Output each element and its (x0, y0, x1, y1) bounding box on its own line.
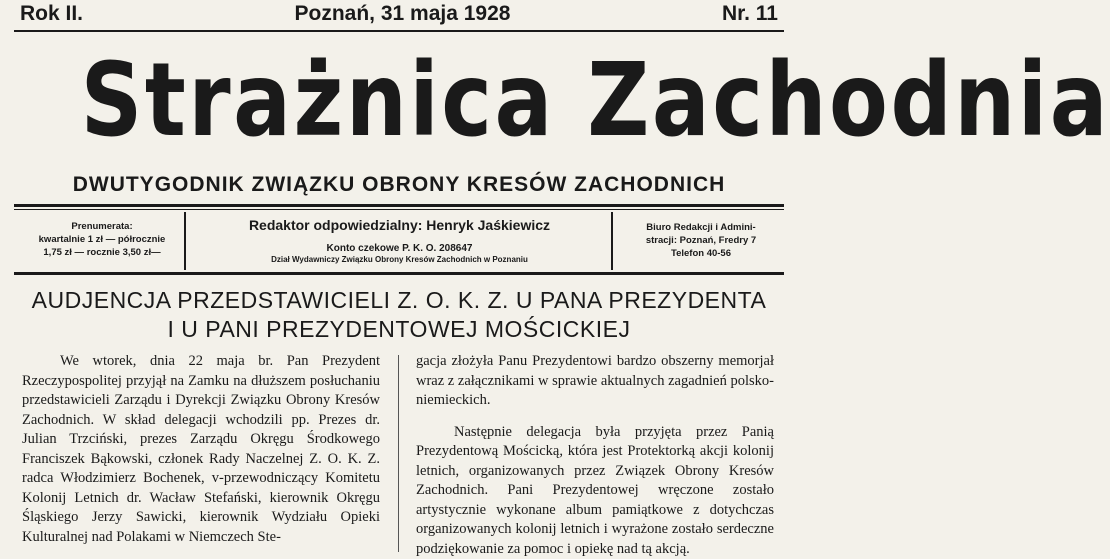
headline-line: AUDJENCJA PRZEDSTAWICIELI Z. O. K. Z. U PANA PREZYDENTA (14, 286, 784, 315)
masthead-subtitle: DWUTYGODNIK ZWIĄZKU OBRONY KRESÓW ZACHODNICH (20, 170, 778, 200)
issue-place-date: Poznań, 31 maja 1928 (295, 2, 511, 26)
subscription-line: 1,75 zł — rocznie 3,50 zł— (22, 246, 182, 259)
article-headline (14, 286, 784, 344)
editor-info (192, 216, 607, 265)
article-column-right (416, 352, 774, 559)
issue-number: Nr. 11 (722, 2, 778, 26)
subscription-info (22, 220, 182, 259)
article-paragraph: gacja złożyła Panu Prezydentowi bardzo obszerny memorjał wraz z załącznikami w sprawie aktualnych zagadnień polsko-niemieckich. (416, 352, 774, 411)
header-rule (14, 30, 784, 32)
subscription-line: kwartalnie 1 zł — półrocznie (22, 233, 182, 246)
department-line: Dział Wydawniczy Związku Obrony Kresów Zachodnich w Poznaniu (192, 255, 607, 265)
office-info (618, 221, 784, 260)
masthead-rule-thick (14, 204, 784, 207)
info-bar (14, 212, 784, 270)
office-line: Telefon 40-56 (618, 247, 784, 260)
issue-header (20, 0, 778, 28)
column-divider (398, 355, 399, 552)
masthead-title: Strażnica Zachodnia (81, 36, 718, 166)
article-column-left (22, 352, 380, 547)
info-divider (184, 212, 186, 270)
editor-line: Redaktor odpowiedzialny: Henryk Jaśkiewicz (192, 216, 607, 234)
info-divider (611, 212, 613, 270)
headline-line: I U PANI PREZYDENTOWEJ MOŚCICKIEJ (14, 315, 784, 344)
article-paragraph: Następnie delegacja była przyjęta przez Panią Prezydentową Mościcką, która jest Protektorką akcji kolonij letnich, organizowanych przez Związek Obrony Kresów Zachodnich. Pani Prezydentowej wręczone zostało artystycznie wykonane album pamiątkowe z dotychczas organizowanych kolonij letnich i wyrażone zostało serdeczne podziękowanie za pomoc i opiekę nad tą akcją. (416, 423, 774, 559)
article-paragraph: We wtorek, dnia 22 maja br. Pan Prezydent Rzeczypospolitej przyjął na Zamku na dłuższem posłuchaniu przedstawicieli Zarządu i Dyrekcji Związku Obrony Kresów Zachodnich. W skład delegacji wchodzili pp. Prezes dr. Julian Trzciński, prezes Zarządu Okręgu Środkowego Franciszek Bąkowski, członek Rady Naczelnej Z. O. K. Z. radca Włodzimierz Bochenek, v-przewodniczący Komitetu Kolonij Letnich dr. Wacław Stefański, kierownik Okręgu Śląskiego Jerzy Sawicki, kierownik Wydziału Opieki Kulturalnej nad Polakami w Niemczech Ste- (22, 352, 380, 547)
account-line: Konto czekowe P. K. O. 208647 (192, 242, 607, 255)
masthead-rule-thin (14, 209, 784, 210)
office-line: stracji: Poznań, Fredry 7 (618, 234, 784, 247)
info-bar-rule (14, 272, 784, 275)
office-line: Biuro Redakcji i Admini- (618, 221, 784, 234)
issue-year: Rok II. (20, 2, 83, 26)
subscription-label: Prenumerata: (22, 220, 182, 233)
